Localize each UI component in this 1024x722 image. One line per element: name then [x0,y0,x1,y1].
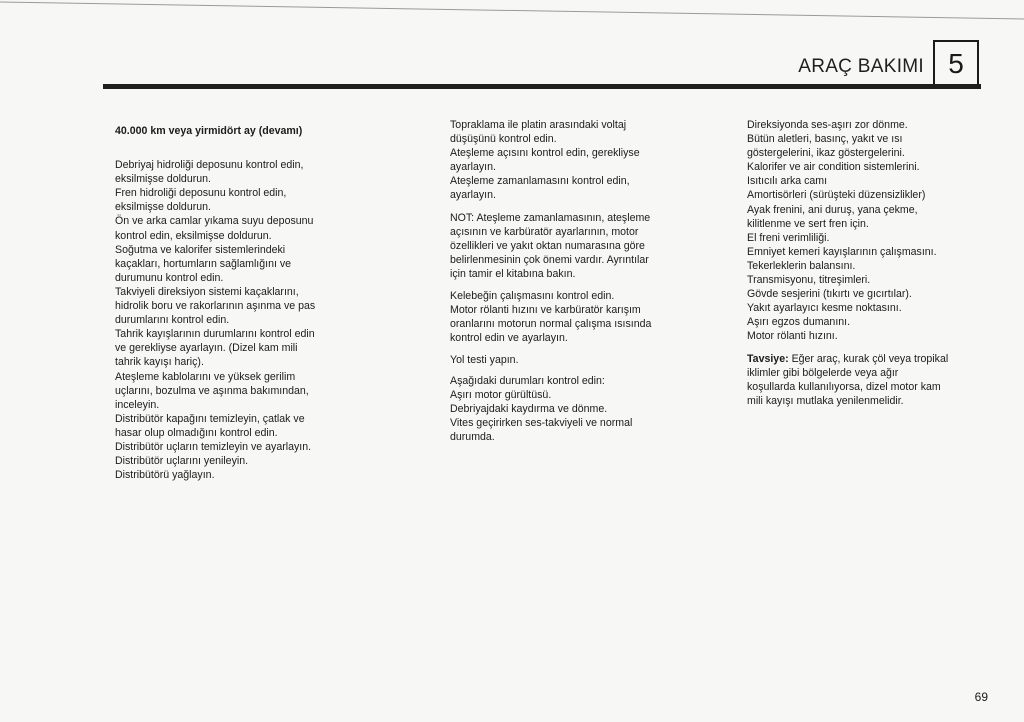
text-line: Motor rölanti hızını. [747,330,838,343]
text-line: durumlarını kontrol edin. [115,314,230,327]
text-line: Topraklama ile platin arasındaki voltaj [450,119,627,131]
page-number: 69 [974,690,988,704]
column-1-body [115,158,365,482]
text-line: eksilmişse doldurun. [115,173,211,186]
text-line: Yakıt ayarlayıcı kesme noktasını. [747,302,902,315]
text-line: eksilmişse doldurun. [115,201,211,214]
tip-label: Tavsiye: [747,352,789,365]
text-line: Debriyajdaki kaydırma ve dönme. [450,402,608,415]
conditions-block [450,374,685,444]
text-line: belirlenmesinin çok önemi vardır. Ayrıntılar [450,253,649,266]
text-line: için tamir el kitabına bakın. [450,267,576,280]
text-line: Ateşleme açısını kontrol edin, gerekliyse [450,147,640,160]
text-line: Aşırı egzos dumanını. [747,316,851,329]
tip-text-line: koşullarda kullanılıyorsa, dizel motor kam [747,380,941,393]
throttle-idle-block [450,289,685,345]
text-line: özellikleri ve yakıt oktan numarasına göre [450,239,645,252]
text-line: Direksiyonda ses-aşırı zor dönme. [747,119,908,131]
section-heading: 40.000 km veya yirmidört ay (devamı) [115,125,303,137]
text-line: Ön ve arka camlar yıkama suyu deposunu [115,215,314,228]
text-line: Aşağıdaki durumları kontrol edin: [450,374,605,387]
road-test-line: Yol testi yapın. [450,354,519,367]
text-line: Aşırı motor gürültüsü. [450,388,552,401]
text-line: düşüşünü kontrol edin. [450,133,557,146]
text-line: Transmisyonu, titreşimleri. [747,274,871,287]
chapter-number-box: 5 [933,40,979,86]
text-line: Vites geçirirken ses-takviyeli ve normal [450,416,633,429]
text-line: ve gerekliyse ayarlayın. (Dizel kam mili [115,342,298,355]
text-line: Distribütör uçların temizleyin ve ayarlayın. [115,440,312,453]
text-line: hasar olup olmadığını kontrol edin. [115,426,278,439]
text-line: Motor rölanti hızını ve karbüratör karışım [450,304,641,317]
text-line: NOT: Ateşleme zamanlamasının, ateşleme [450,211,651,224]
header-rule [103,84,981,89]
text-line: oranlarını motorun normal çalışma ısısında [450,318,652,331]
text-line: Ayak frenini, ani duruş, yana çekme, [747,203,918,216]
text-line: Emniyet kemeri kayışlarının çalışmasını. [747,245,937,258]
text-line: durumda. [450,430,495,443]
text-line: uçlarını, bozulma ve aşınma bakımından, [115,384,309,397]
text-line: Debriyaj hidroliği deposunu kontrol edin, [115,159,304,172]
text-line: Fren hidroliği deposunu kontrol edin, [115,187,287,200]
text-line: Kalorifer ve air condition sistemlerini. [747,161,920,174]
text-line: Ateşleme kablolarını ve yüksek gerilim [115,370,296,383]
tip-text-line: iklimler gibi bölgelerde veya ağır [747,366,899,379]
text-line: inceleyin. [115,398,160,411]
text-line: Ateşleme zamanlamasını kontrol edin, [450,175,630,188]
text-line: kilitlenme ve sert fren için. [747,217,869,230]
text-line: Distribütörü yağlayın. [115,469,215,482]
text-line: Distribütör uçlarını yenileyin. [115,455,249,468]
scan-edge-line [0,0,1024,20]
text-line: kontrol edin, eksilmişse doldurun. [115,229,272,242]
text-line: Bütün aletleri, basınç, yakıt ve ısı [747,133,903,146]
text-line: göstergelerini, ikaz göstergelerini. [747,147,905,160]
text-line: durumunu kontrol edin. [115,271,224,284]
text-line: açısının ve karbüratör ayarlarının, motor [450,225,639,238]
tip-text-line: Eğer araç, kurak çöl veya tropikal [788,352,949,365]
tip-block [747,352,997,408]
text-line: ayarlayın. [450,161,496,174]
text-line: Soğutma ve kalorifer sistemlerindeki [115,243,286,256]
voltage-ignition-block [450,118,685,203]
text-line: tahrik kayışı hariç). [115,356,204,369]
text-line: Takviyeli direksiyon sistemi kaçaklarını, [115,285,299,298]
text-line: kaçakları, hortumların sağlamlığını ve [115,257,292,270]
text-line: Isıtıcılı arka camı [747,175,828,188]
checklist-block [747,118,997,344]
tip-text-line: mili kayışı mutlaka yenilenmelidir. [747,394,904,407]
column-1 [115,118,365,482]
text-line: Kelebeğin çalışmasını kontrol edin. [450,290,615,303]
note-block [450,211,685,281]
text-line: El freni verimliliği. [747,231,830,244]
text-line: kontrol edin ve ayarlayın. [450,332,568,345]
text-line: Amortisörleri (sürüşteki düzensizlikler) [747,189,926,202]
column-3 [747,118,997,408]
text-line: Distribütör kapağını temizleyin, çatlak ve [115,412,305,425]
text-line: Gövde sesjerini (tıkırtı ve gıcırtılar). [747,288,912,301]
text-line: Tekerleklerin balansını. [747,259,856,272]
text-line: ayarlayın. [450,189,496,202]
text-line: hidrolik boru ve rakorlarının aşınma ve pas [115,300,316,313]
column-2 [450,118,685,444]
chapter-title: ARAÇ BAKIMI [798,56,924,77]
text-line: Tahrik kayışlarının durumlarını kontrol edin [115,328,315,341]
